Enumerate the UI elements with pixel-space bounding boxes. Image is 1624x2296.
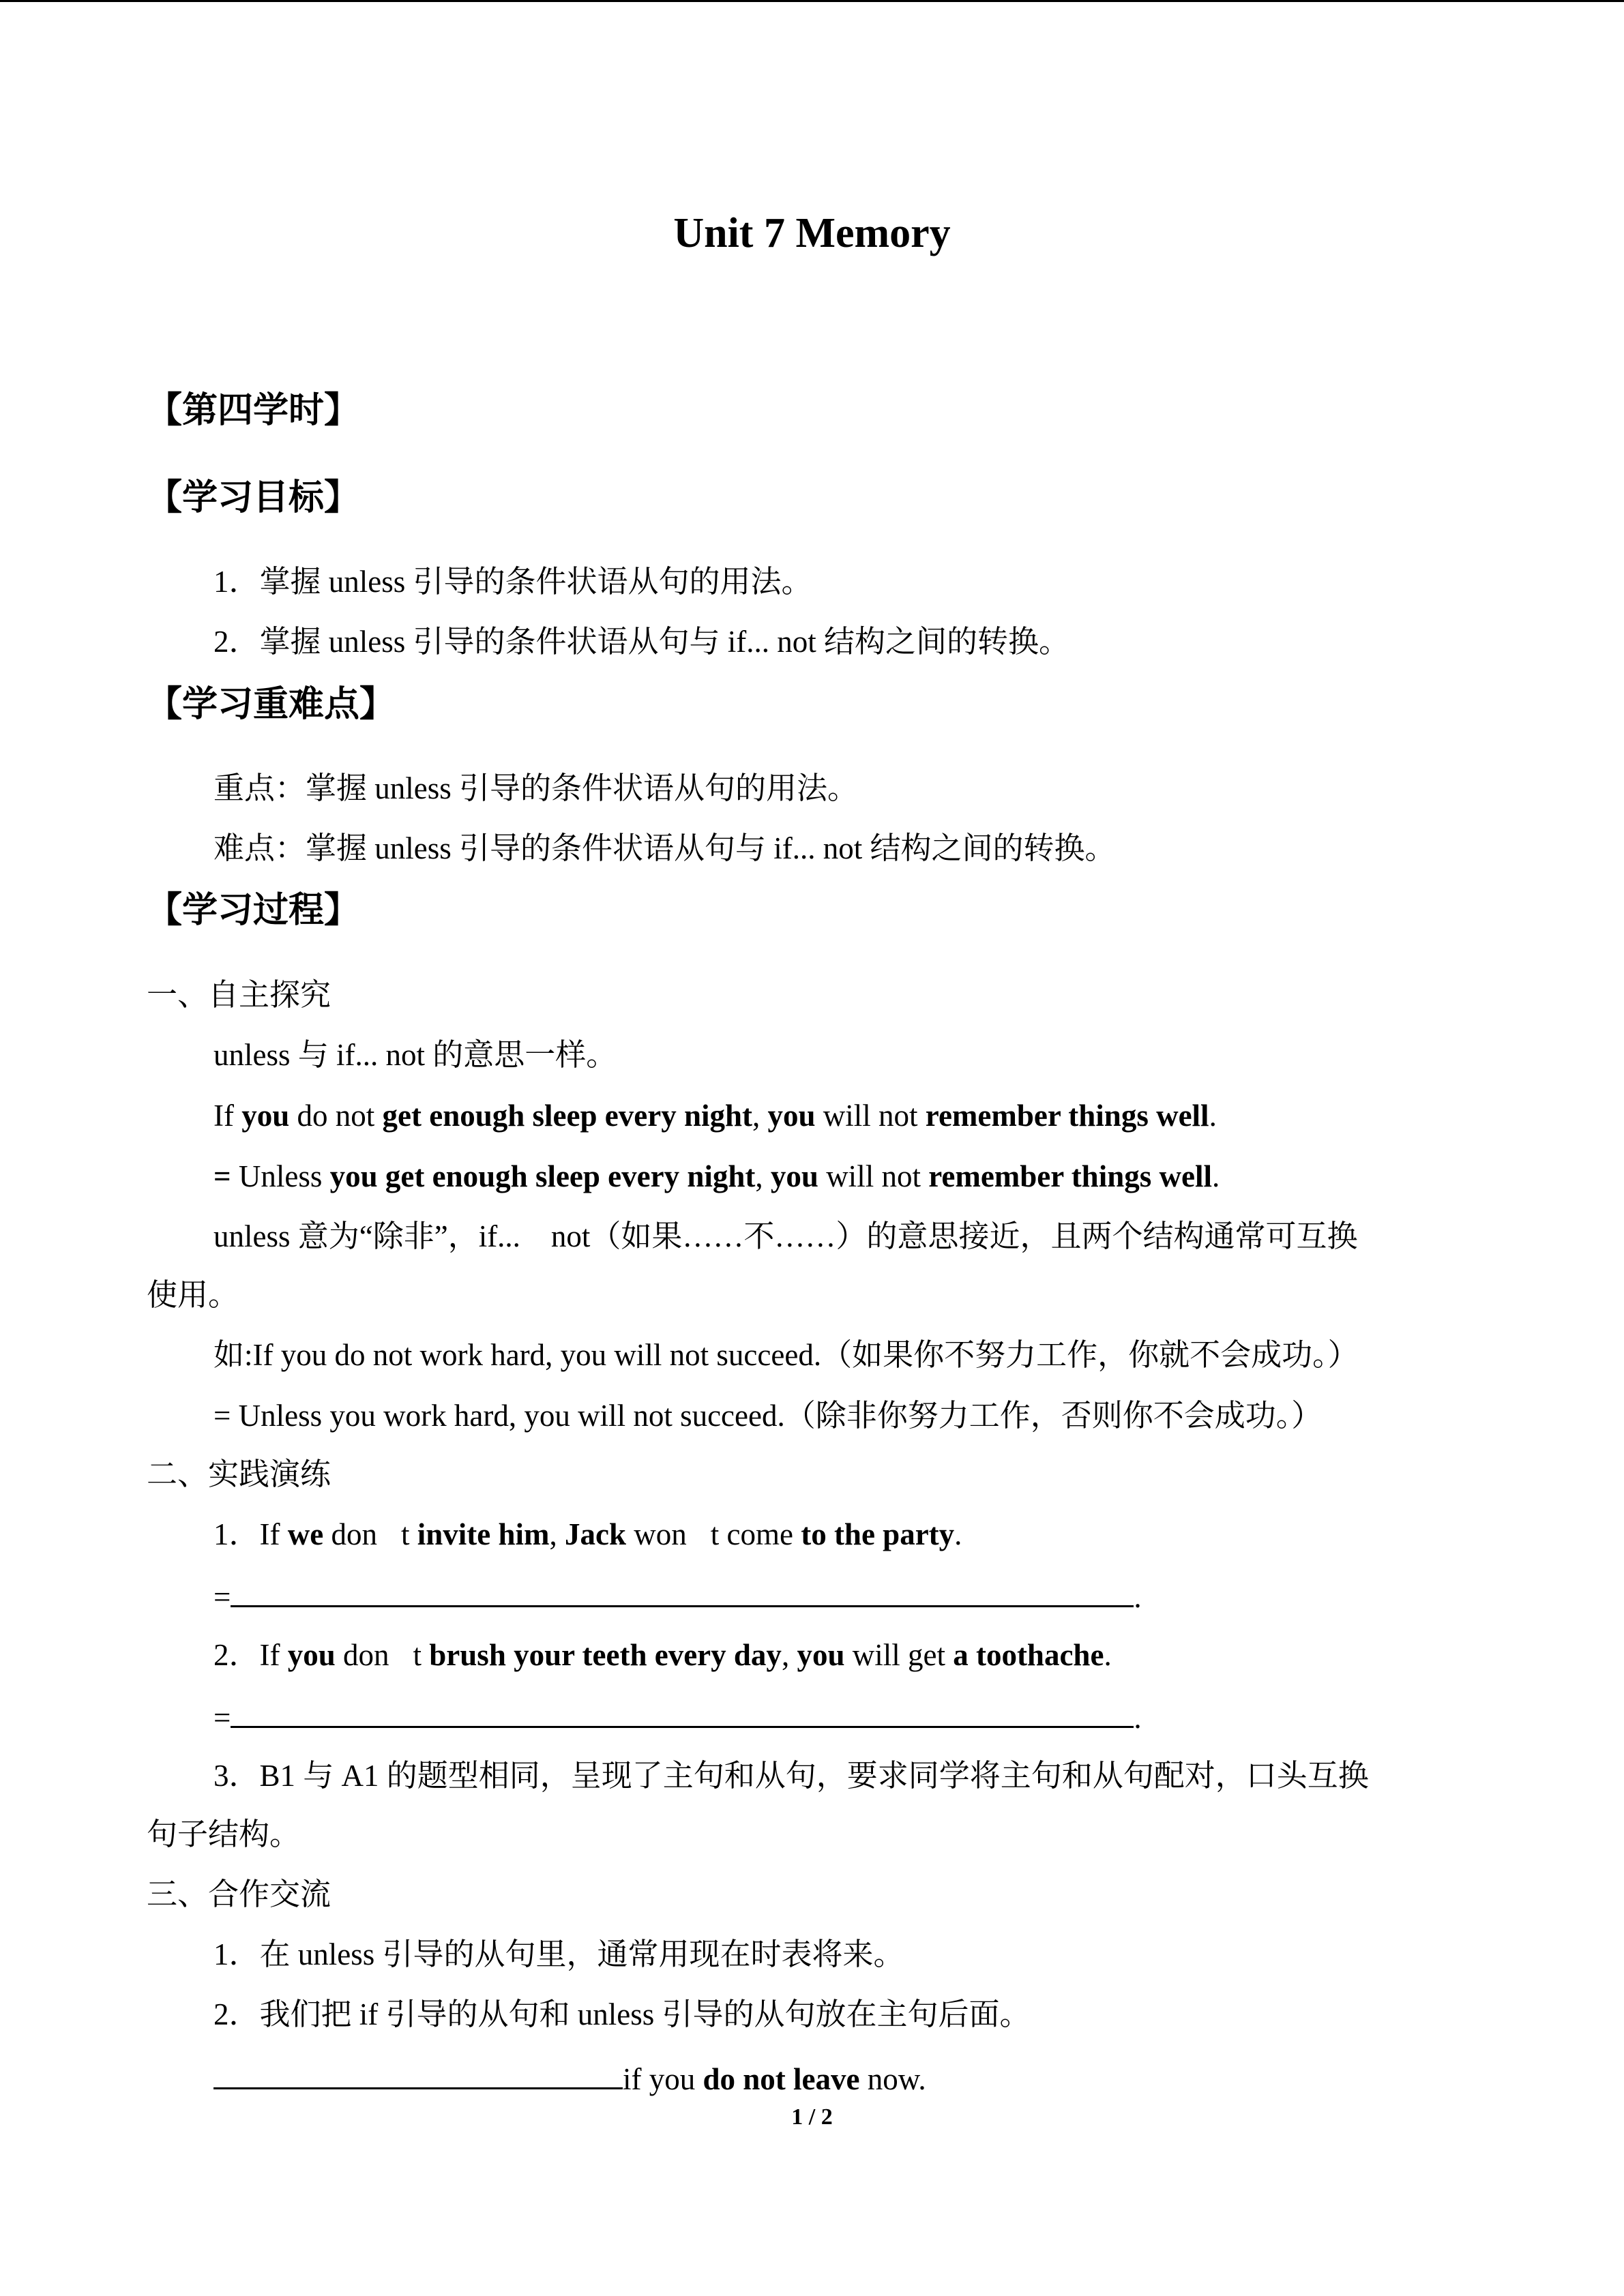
exercise-1: 1．If we don t invite him, Jack won t come to the party. [213, 1517, 962, 1551]
example-line: 如:If you do not work hard, you will not succeed.（如果你不努力工作，你就不会成功。） [213, 1338, 1359, 1372]
answer-blank[interactable] [231, 1696, 1134, 1728]
fill-blank[interactable] [213, 2057, 623, 2089]
goal-item: 1．掌握 unless 引导的条件状语从句的用法。 [213, 565, 812, 599]
exercise-3: 3．B1 与 A1 的题型相同，呈现了主句和从句，要求同学将主句和从句配对，口头互换 [213, 1759, 1369, 1793]
top-border [0, 0, 1624, 2]
page-number: 1 / 2 [791, 2104, 833, 2130]
heading-process: 【学习过程】 [147, 890, 360, 931]
section-2-title: 二、实践演练 [147, 1457, 331, 1491]
cooperation-item: 1．在 unless 引导的从句里，通常用现在时表将来。 [213, 1937, 904, 1971]
fill-in-sentence: if you do not leave now. [213, 2057, 926, 2100]
explanation-line: 使用。 [147, 1278, 239, 1312]
section-1-title: 一、自主探究 [147, 978, 331, 1012]
answer-line-2: = . [213, 1696, 1142, 1738]
heading-lesson: 【第四学时】 [147, 390, 360, 431]
example-sentence-if: If you do not get enough sleep every night, you will not remember things well. [213, 1099, 1217, 1133]
difficult-point: 难点：掌握 unless 引导的条件状语从句与 if... not 结构之间的转换。 [213, 831, 1116, 865]
exercise-3-cont: 句子结构。 [147, 1817, 301, 1851]
explanation-line: unless 意为“除非”，if... not（如果……不……）的意思接近，且两个结构通常可互换 [213, 1219, 1358, 1253]
cooperation-item: 2．我们把 if 引导的从句和 unless 引导的从句放在主句后面。 [213, 1997, 1031, 2031]
answer-blank[interactable] [231, 1575, 1134, 1607]
goal-item: 2．掌握 unless 引导的条件状语从句与 if... not 结构之间的转换。 [213, 625, 1069, 659]
section-1-line: unless 与 if... not 的意思一样。 [213, 1038, 617, 1072]
answer-line-1: = . [213, 1575, 1142, 1617]
exercise-2: 2．If you don t brush your teeth every day, you will get a toothache. [213, 1638, 1112, 1672]
example-sentence-unless: = Unless you get enough sleep every night, you will not remember things well. [213, 1159, 1220, 1193]
example-line: = Unless you work hard, you will not succeed.（除非你努力工作，否则你不会成功。） [213, 1399, 1323, 1433]
section-3-title: 三、合作交流 [147, 1877, 331, 1911]
page-title: Unit 7 Memory [673, 210, 951, 256]
key-point: 重点：掌握 unless 引导的条件状语从句的用法。 [213, 771, 859, 805]
heading-goals: 【学习目标】 [147, 477, 360, 518]
heading-key-points: 【学习重难点】 [147, 684, 396, 725]
